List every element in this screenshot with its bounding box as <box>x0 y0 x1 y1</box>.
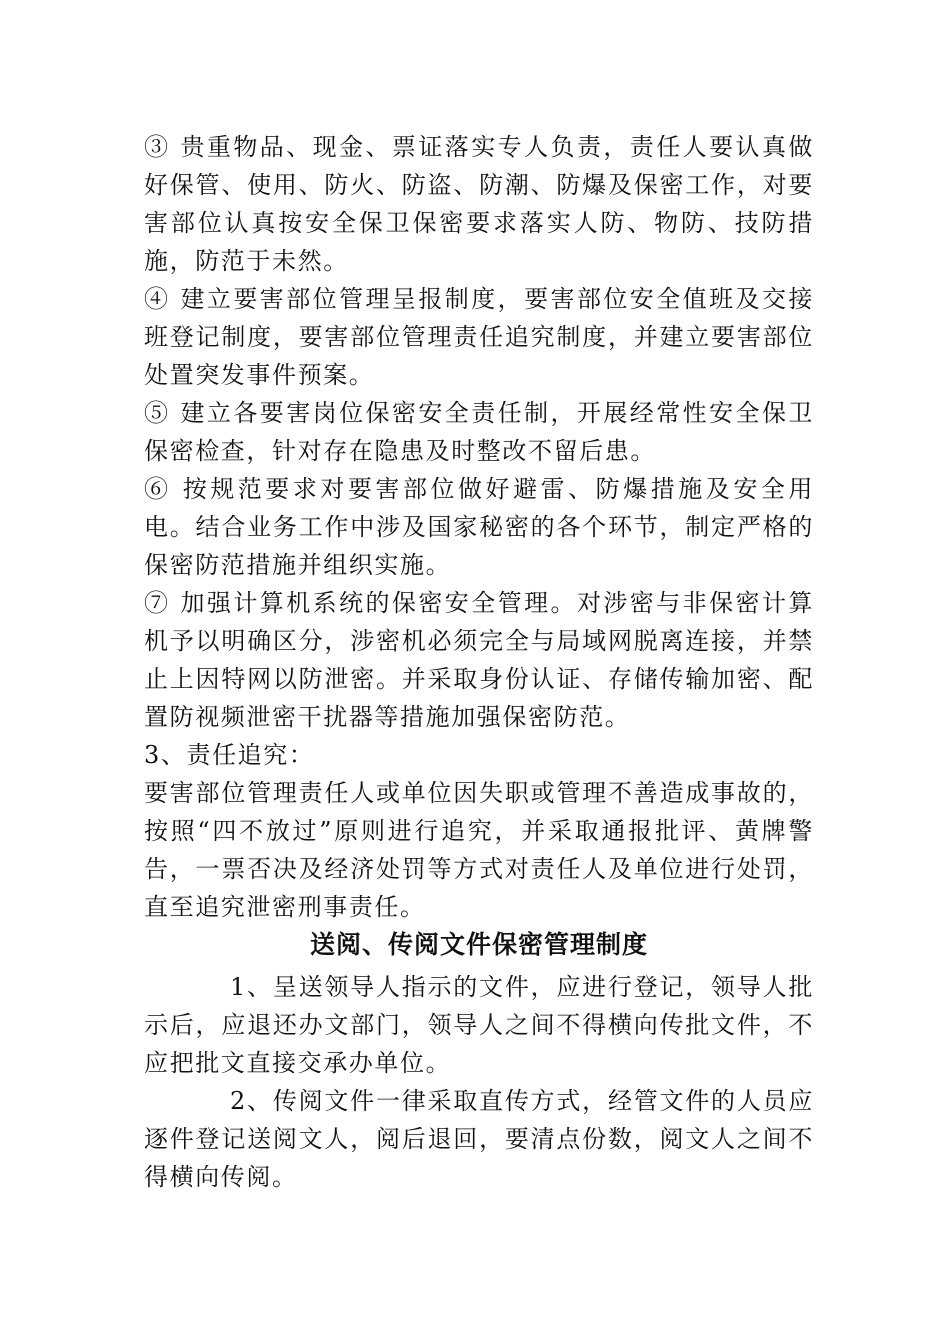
paragraph-item-4: ④ 建立要害部位管理呈报制度，要害部位安全值班及交接班登记制度，要害部位管理责任追究制度，并建立要害部位处置突发事件预案。 <box>144 285 814 389</box>
section-paragraph-2: 2、传阅文件一律采取直传方式，经管文件的人员应逐件登记送阅文人，阅后退回，要清点份数，阅文人之间不得横向传阅。 <box>144 1087 814 1191</box>
document-body <box>144 128 814 926</box>
section-title: 送阅、传阅文件保密管理制度 <box>309 930 648 959</box>
section-body <box>144 968 814 1196</box>
subheading-responsibility: 3、责任追究： <box>144 741 315 769</box>
paragraph-item-7: ⑦ 加强计算机系统的保密安全管理。对涉密与非保密计算机予以明确区分，涉密机必须完全与局域网脱离连接，并禁止上因特网以防泄密。并采取身份认证、存储传输加密、配置防视频泄密干扰器等措施加强保密防范。 <box>144 589 814 731</box>
section-paragraph-1: 1、呈送领导人指示的文件，应进行登记，领导人批示后，应退还办文部门，领导人之间不得横向传批文件，不应把批文直接交承办单位。 <box>144 973 814 1077</box>
paragraph-item-6: ⑥ 按规范要求对要害部位做好避雷、防爆措施及安全用电。结合业务工作中涉及国家秘密的各个环节，制定严格的保密防范措施并组织实施。 <box>144 475 814 579</box>
paragraph-item-5: ⑤ 建立各要害岗位保密安全责任制，开展经常性安全保卫保密检查，针对存在隐患及时整改不留后患。 <box>144 399 814 465</box>
paragraph-item-3: ③ 贵重物品、现金、票证落实专人负责，责任人要认真做好保管、使用、防火、防盗、防潮、防爆及保密工作，对要害部位认真按安全保卫保密要求落实人防、物防、技防措施，防范于未然。 <box>144 133 814 275</box>
paragraph-accountability: 要害部位管理责任人或单位因失职或管理不善造成事故的，按照“四不放过”原则进行追究，并采取通报批评、黄牌警告，一票否决及经济处罚等方式对责任人及单位进行处罚，直至追究泄密刑事责任。 <box>144 779 814 921</box>
